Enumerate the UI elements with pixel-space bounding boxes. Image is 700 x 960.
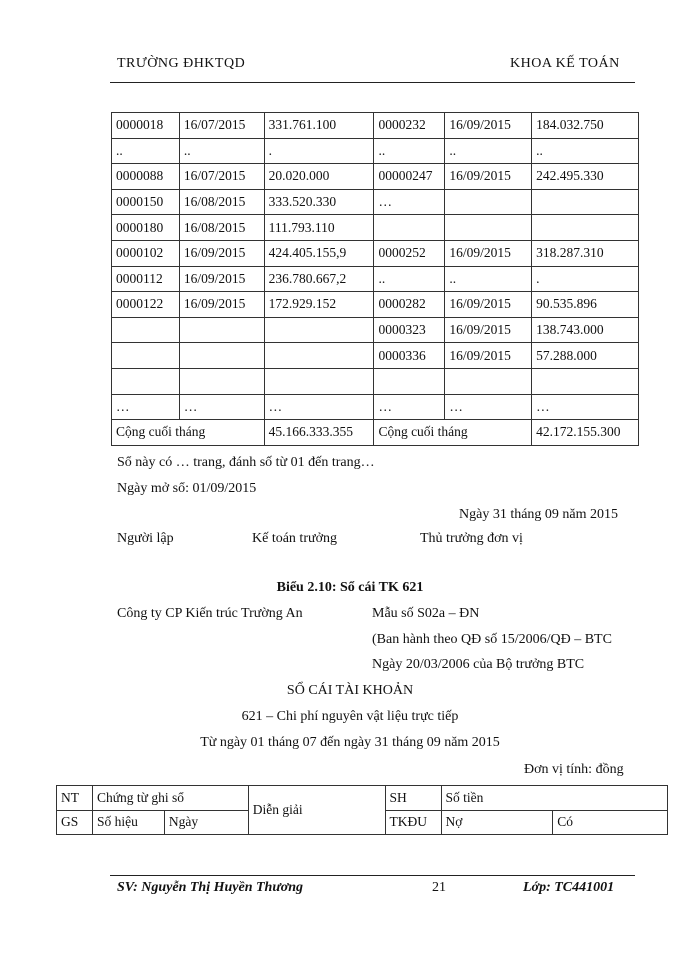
header-faculty: KHOA KẾ TOÁN [510,56,620,71]
ledger-cell: 111.793.110 [264,215,374,241]
ledger-cell [179,343,264,369]
footer-rule [110,875,635,876]
ledger-cell [445,215,532,241]
col-voucher-date: Ngày [164,810,248,835]
ledger-cell: 16/09/2015 [445,343,532,369]
ledger-cell [445,368,532,394]
header-rule [110,82,635,83]
ledger-cell: 16/07/2015 [179,113,264,139]
ledger-cell: 16/07/2015 [179,164,264,190]
ledger-cell: 0000122 [112,292,180,318]
ledger-cell [264,368,374,394]
sign-date: Ngày 31 tháng 09 năm 2015 [459,507,619,522]
ledger-cell: 333.520.330 [264,189,374,215]
total-right-value: 42.172.155.300 [532,420,639,446]
ledger-cell [532,215,639,241]
ledger-cell: 16/09/2015 [445,317,532,343]
ledger-cell: . [264,138,374,164]
ledger-cell: 57.288.000 [532,343,639,369]
ledger-cell: 16/08/2015 [179,215,264,241]
ledger-cell: 236.780.667,2 [264,266,374,292]
ledger-cell: … [374,189,445,215]
ledger-cell: 16/09/2015 [179,266,264,292]
ledger-row [112,138,639,164]
ledger-row [112,317,639,343]
ledger-cell: .. [374,266,445,292]
sig-head: Thủ trưởng đơn vị [420,531,523,546]
total-left-label: Cộng cuối tháng [112,420,265,446]
ledger-cell: 331.761.100 [264,113,374,139]
ledger-cell: 318.287.310 [532,240,639,266]
account-name: 621 – Chi phí nguyên vật liệu trực tiếp [241,709,459,724]
ledger-cell: 0000282 [374,292,445,318]
ledger-cell [445,189,532,215]
ledger-cell: 184.032.750 [532,113,639,139]
ledger-continuation-table [111,112,639,446]
col-debit: Nợ [441,810,553,835]
ledger-cell: 16/08/2015 [179,189,264,215]
ledger-title: SỔ CÁI TÀI KHOẢN [286,683,414,698]
ledger-cell: 0000150 [112,189,180,215]
ledger-cell: 138.743.000 [532,317,639,343]
ledger-cell: … [179,394,264,420]
open-date-note: Ngày mở sổ: 01/09/2015 [117,481,257,496]
ledger-header-table [56,785,668,835]
decree-line: (Ban hành theo QĐ số 15/2006/QĐ – BTC [372,632,612,647]
ledger-cell: 00000247 [374,164,445,190]
ledger-cell [374,215,445,241]
col-nt: NT [57,786,93,811]
ledger-row [112,266,639,292]
ledger-cell [532,189,639,215]
ledger-cell: .. [532,138,639,164]
ledger-cell: 0000088 [112,164,180,190]
figure-caption: Biểu 2.10: Sổ cái TK 621 [276,580,424,595]
ledger-cell: 16/09/2015 [445,113,532,139]
ledger-cell: .. [374,138,445,164]
ledger-row [112,113,639,139]
page-count-note: Sổ này có … trang, đánh số từ 01 đến trang… [117,455,375,470]
ledger-cell: 0000180 [112,215,180,241]
footer-page-number: 21 [432,880,446,895]
total-right-label: Cộng cuối tháng [374,420,532,446]
ledger-row [112,368,639,394]
ledger-cell [374,368,445,394]
ledger-cell: … [264,394,374,420]
col-gs: GS [57,810,93,835]
ledger-row [112,215,639,241]
total-left-value: 45.166.333.355 [264,420,374,446]
ledger-cell: 90.535.896 [532,292,639,318]
ledger-cell [112,368,180,394]
ledger-cell: … [532,394,639,420]
col-voucher: Chứng từ ghi sổ [92,786,248,811]
ledger-cell: 16/09/2015 [445,164,532,190]
ledger-cell [112,317,180,343]
ledger-row [112,240,639,266]
col-amount: Số tiền [441,786,668,811]
ledger-cell: 0000102 [112,240,180,266]
ledger-cell: .. [112,138,180,164]
sig-chief-accountant: Kế toán trưởng [252,531,337,546]
period-line: Từ ngày 01 tháng 07 đến ngày 31 tháng 09 năm 2015 [200,735,500,750]
ledger-row [112,343,639,369]
ledger-row [112,394,639,420]
ledger-cell: 20.020.000 [264,164,374,190]
header-school: TRƯỜNG ĐHKTQD [117,56,246,71]
ledger-cell: 16/09/2015 [445,240,532,266]
ledger-cell [179,317,264,343]
col-voucher-no: Số hiệu [92,810,164,835]
ledger-cell: . [532,266,639,292]
decree-date-line: Ngày 20/03/2006 của Bộ trưởng BTC [372,657,585,672]
ledger-cell: 16/09/2015 [179,240,264,266]
ledger-cell: 0000252 [374,240,445,266]
ledger-cell: … [374,394,445,420]
ledger-cell: 0000232 [374,113,445,139]
ledger-row [112,292,639,318]
total-row [112,420,639,446]
ledger-row [112,164,639,190]
unit-line: Đơn vị tính: đồng [524,762,624,777]
ledger-cell: .. [445,266,532,292]
footer-student: SV: Nguyễn Thị Huyền Thương [117,880,303,895]
ledger-cell [179,368,264,394]
ledger-cell: 16/09/2015 [445,292,532,318]
ledger-cell: 172.929.152 [264,292,374,318]
ledger-cell: … [112,394,180,420]
col-sh: SH [385,786,441,811]
ledger-row [112,189,639,215]
sig-preparer: Người lập [117,531,174,546]
ledger-cell: 0000336 [374,343,445,369]
ledger-cell: 0000112 [112,266,180,292]
ledger-cell: 424.405.155,9 [264,240,374,266]
ledger-cell [112,343,180,369]
ledger-cell: 16/09/2015 [179,292,264,318]
ledger-cell: .. [445,138,532,164]
ledger-cell: 0000323 [374,317,445,343]
ledger-cell [264,343,374,369]
col-description: Diễn giải [248,786,385,835]
col-tkdu: TKĐU [385,810,441,835]
company-name: Công ty CP Kiến trúc Trường An [117,606,303,621]
ledger-cell: … [445,394,532,420]
form-number: Mẫu số S02a – ĐN [372,606,480,621]
col-credit: Có [553,810,668,835]
ledger-cell: 0000018 [112,113,180,139]
footer-class: Lớp: TC441001 [523,880,615,895]
ledger-cell: 242.495.330 [532,164,639,190]
ledger-cell [264,317,374,343]
ledger-cell: .. [179,138,264,164]
ledger-cell [532,368,639,394]
